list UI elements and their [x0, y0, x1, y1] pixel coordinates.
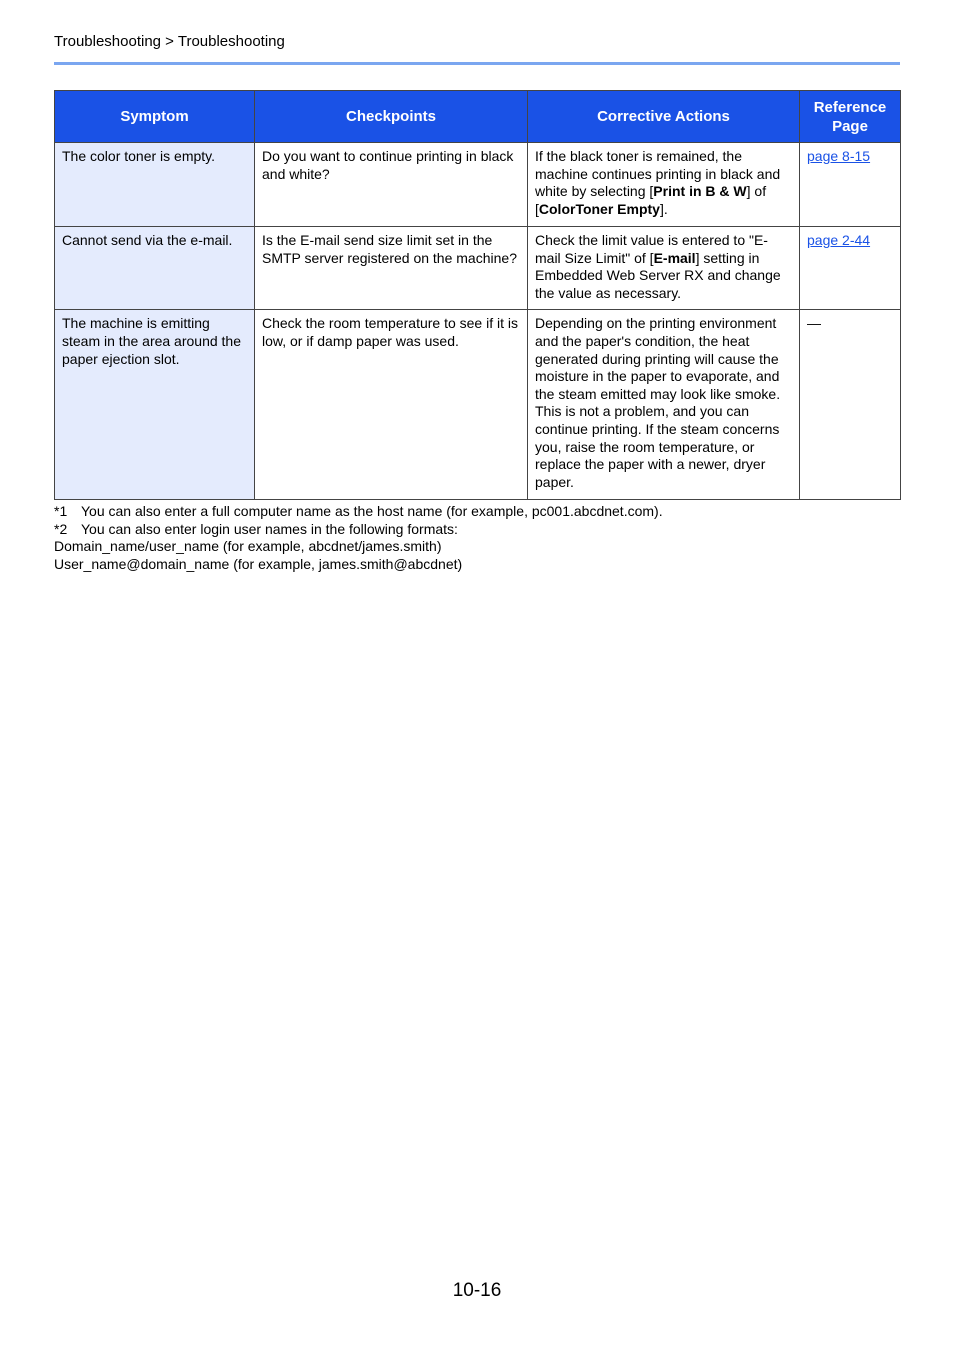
checkpoint-cell: Is the E-mail send size limit set in the SMTP server registered on the machine? — [255, 227, 528, 310]
reference-cell — [800, 227, 901, 310]
table-row — [55, 143, 901, 227]
checkpoint-cell: Do you want to continue printing in black and white? — [255, 143, 528, 227]
table-header-row — [55, 91, 901, 143]
table-row — [55, 310, 901, 500]
footnote-marker: *2 — [54, 520, 68, 537]
column-header-checkpoints: Checkpoints — [255, 91, 528, 143]
footnote-example-line: Domain_name/user_name (for example, abcdnet/james.smith) — [54, 538, 442, 555]
symptom-cell: Cannot send via the e-mail. — [55, 227, 255, 310]
troubleshooting-table — [54, 90, 901, 500]
action-text: ]. — [659, 200, 668, 217]
footnote-marker: *1 — [54, 503, 68, 519]
action-text: ] setting in Embedded Web Server RX and change the value as necessary. — [535, 249, 781, 301]
column-header-corrective-actions: Corrective Actions — [528, 91, 800, 143]
action-bold-text: E-mail — [653, 249, 696, 266]
corrective-action-cell — [528, 143, 800, 227]
corrective-action-cell: Depending on the printing environment and the paper's condition, the heat generated during printing will cause the moisture in the paper to evaporate, and the steam emitted may look like smoke. This is not a problem, and you can continue printing. If the steam concerns you, raise the room temperature, or replace the paper with a newer, dryer paper. — [528, 310, 800, 500]
action-text: ] of [ — [535, 183, 767, 217]
symptom-cell: The color toner is empty. — [55, 143, 255, 227]
reference-link[interactable]: page 8-15 — [807, 148, 871, 164]
action-bold-text: ColorToner Empty — [538, 200, 660, 217]
action-text: Check the limit value is entered to "E-mail Size Limit" of [ — [535, 232, 768, 266]
footnote — [54, 503, 663, 521]
footnotes — [54, 503, 663, 573]
reference-cell: — — [800, 310, 901, 500]
header-rule — [54, 62, 900, 65]
footnote — [54, 521, 663, 539]
footnote-example-line: User_name@domain_name (for example, james.smith@abcdnet) — [54, 555, 463, 572]
breadcrumb: Troubleshooting > Troubleshooting — [54, 33, 285, 50]
footnote-text: You can also enter a full computer name as the host name (for example, pc001.abcdnet.com). — [81, 503, 663, 519]
checkpoint-cell: Check the room temperature to see if it is low, or if damp paper was used. — [255, 310, 528, 500]
symptom-cell: The machine is emitting steam in the area around the paper ejection slot. — [55, 310, 255, 500]
footnote-text: You can also enter login user names in the following formats: — [81, 520, 458, 537]
column-header-reference-page: Reference Page — [800, 91, 901, 143]
column-header-symptom: Symptom — [55, 91, 255, 143]
reference-link[interactable]: page 2-44 — [807, 232, 871, 248]
page-number: 10-16 — [452, 1280, 502, 1301]
action-bold-text: Print in B & W — [653, 183, 747, 200]
action-text: If the black toner is remained, the machine continues printing in black and white by selecting [ — [535, 148, 781, 200]
corrective-action-cell — [528, 227, 800, 310]
reference-cell — [800, 143, 901, 227]
table-row — [55, 227, 901, 310]
